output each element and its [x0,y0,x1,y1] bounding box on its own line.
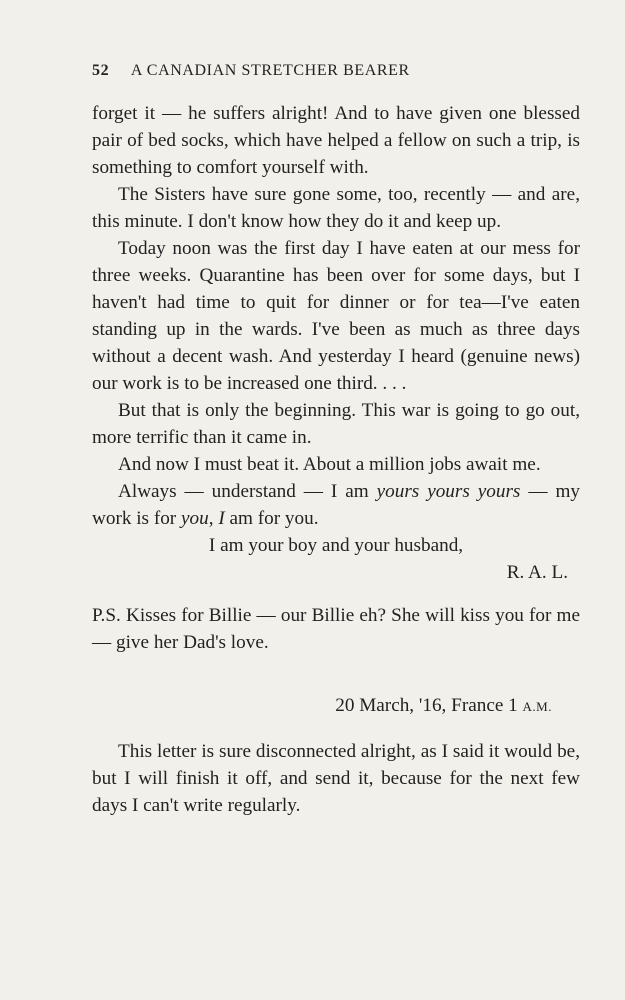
paragraph-2: The Sisters have sure gone some, too, recently — and are, this minute. I don't know how they do it and keep up. [92,184,580,232]
paragraph-1: forget it — he suffers alright! And to have given one blessed pair of bed socks, which have helped a fellow on such a trip, is something to comfort yourself with. [92,103,580,178]
paragraph-6-part-c: , [208,508,219,529]
paragraph-6-part-a: Always — understand — I am [118,481,377,502]
dateline-main: 20 March, '16, France 1 [335,695,523,716]
closing-line: I am your boy and your husband, [208,535,464,556]
signature-initials: R. A. L. [506,562,568,583]
paragraph-7: This letter is sure disconnected alright, as I said it would be, but I will finish it off, and send it, because for the next few days I can't write regularly. [92,741,580,816]
dateline-time: A.M. [522,699,552,714]
paragraph-5: And now I must beat it. About a million jobs await me. [118,454,541,475]
paragraph-6-emphasis-1: yours yours yours [376,481,521,502]
running-title: A CANADIAN STRETCHER BEARER [130,62,410,79]
postscript: P.S. Kisses for Billie — our Billie eh? She will kiss you for me — give her Dad's love. [92,605,580,653]
running-head [92,62,582,80]
paragraph-6-emphasis-2: you [181,508,209,529]
paragraph-6-part-b: — my work is for [92,481,580,529]
paragraph-6 [92,478,580,532]
paragraph-4: But that is only the beginning. This war is going to go out, more terrific than it came in. [92,400,580,448]
paragraph-3: Today noon was the first day I have eaten at our mess for three weeks. Quarantine has been over for some days, but I haven't had time to quit for dinner or for tea—I've eaten standing up in the wards. I've been as much as three days without a decent wash. And yesterday I heard (genuine news) our work is to be increased one third. . . . [92,238,580,394]
paragraph-6-part-d: am for you. [224,508,319,529]
dateline [92,692,580,720]
page-number: 52 [92,62,110,79]
page-body [92,100,580,819]
paragraph-6-emphasis-3: I [218,508,225,529]
